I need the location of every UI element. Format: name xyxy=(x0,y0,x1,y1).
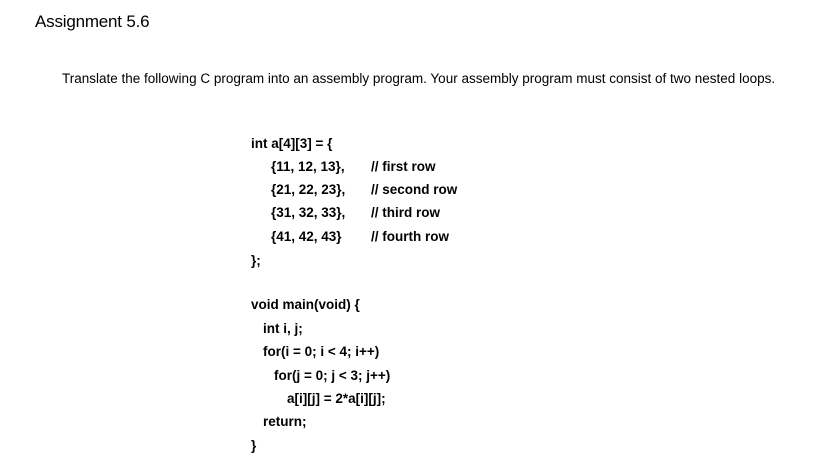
array-row-comment: // fourth row xyxy=(371,229,449,244)
array-declaration-open: int a[4][3] = { xyxy=(251,136,333,151)
return-statement: return; xyxy=(263,414,307,429)
array-row-values: {21, 22, 23}, xyxy=(271,182,346,197)
variable-declaration: int i, j; xyxy=(263,321,303,336)
assignment-title: Assignment 5.6 xyxy=(35,12,150,31)
loop-body-statement: a[i][j] = 2*a[i][j]; xyxy=(287,391,386,406)
array-row-values: {11, 12, 13}, xyxy=(271,159,345,174)
array-row-values: {31, 32, 33}, xyxy=(271,205,346,220)
array-declaration-close: }; xyxy=(251,253,261,268)
array-row-comment: // third row xyxy=(371,205,440,220)
main-close-brace: } xyxy=(251,438,257,453)
main-signature: void main(void) { xyxy=(251,297,360,312)
array-row-comment: // first row xyxy=(371,159,436,174)
array-row-comment: // second row xyxy=(371,182,458,197)
array-row-values: {41, 42, 43} xyxy=(271,229,342,244)
inner-loop-header: for(j = 0; j < 3; j++) xyxy=(274,368,391,383)
instructions-text: Translate the following C program into an assembly program. Your assembly program must consist of two nested loops. xyxy=(62,71,776,86)
outer-loop-header: for(i = 0; i < 4; i++) xyxy=(263,344,380,359)
